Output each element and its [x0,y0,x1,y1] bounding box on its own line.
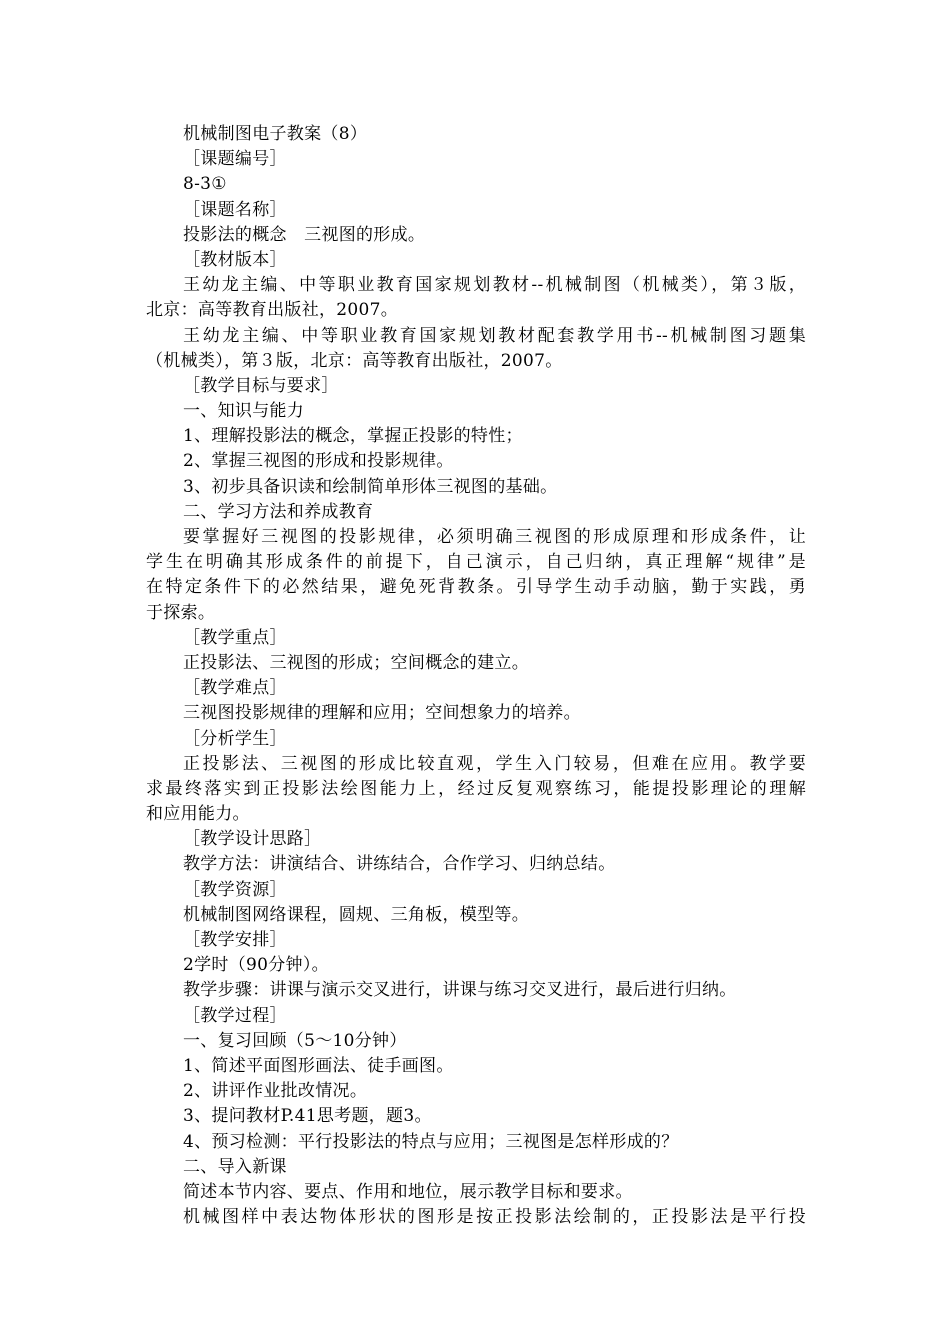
text-line: ［教学过程］ [183,1005,287,1026]
text-line: 求最终落实到正投影法绘图能力上，经过反复观察练习，能提投影理论的理解 [146,778,806,799]
text-line: 二、学习方法和养成教育 [183,501,374,522]
text-line: ［教学资源］ [183,879,287,900]
text-line: 正投影法、三视图的形成比较直观，学生入门较易，但难在应用。教学要 [183,753,806,774]
text-line: 2学时（90分钟）。 [183,955,329,976]
text-line: 教学步骤：讲课与演示交叉进行，讲课与练习交叉进行，最后进行归纳。 [183,980,737,1001]
text-line: 于探索。 [146,602,216,623]
text-line: 3、初步具备识读和绘制简单形体三视图的基础。 [183,476,558,497]
text-line: 王幼龙主编、中等职业教育国家规划教材配套教学用书--机械制图习题集 [183,325,806,346]
text-line: 三视图投影规律的理解和应用；空间想象力的培养。 [183,703,581,724]
text-line: ［分析学生］ [183,728,287,749]
text-line: 机械制图网络课程，圆规、三角板，模型等。 [183,904,529,925]
text-line: 1、理解投影法的概念，掌握正投影的特性； [183,426,523,447]
text-line: ［教学重点］ [183,627,287,648]
text-line: 8-3① [183,174,227,195]
text-line: 机械图样中表达物体形状的图形是按正投影法绘制的，正投影法是平行投 [183,1207,806,1228]
text-line: 正投影法、三视图的形成；空间概念的建立。 [183,652,529,673]
text-line: 一、复习回顾（5～10分钟） [183,1030,407,1051]
text-line: ［教学难点］ [183,678,287,699]
text-line: 王幼龙主编、中等职业教育国家规划教材--机械制图（机械类），第３版， [183,275,806,296]
text-line: 要掌握好三视图的投影规律，必须明确三视图的形成原理和形成条件，让 [183,527,806,547]
text-line: ［教学设计思路］ [183,829,322,850]
text-line: 投影法的概念 三视图的形成。 [183,224,426,245]
text-line: ［教材版本］ [183,249,287,270]
text-line: ［教学目标与要求］ [183,375,339,396]
text-line: 简述本节内容、要点、作用和地位，展示教学目标和要求。 [183,1181,633,1202]
text-line: ［课题名称］ [183,199,287,220]
text-line: 2、掌握三视图的形成和投影规律。 [183,451,454,472]
text-line: 在特定条件下的必然结果，避免死背教条。引导学生动手动脑，勤于实践，勇 [146,577,806,598]
text-line: 4、预习检测：平行投影法的特点与应用；三视图是怎样形成的？ [183,1131,679,1152]
text-line: 一、知识与能力 [183,401,305,422]
text-line: 机械制图电子教案（8） [183,124,368,144]
text-line: 和应用能力。 [146,804,250,825]
text-line: （机械类），第３版，北京：高等教育出版社，2007。 [146,350,563,371]
text-line: 教学方法：讲演结合、讲练结合，合作学习、归纳总结。 [183,854,616,875]
text-line: 学生在明确其形成条件的前提下，自己演示，自己归纳，真正理解“规律”是 [146,552,806,573]
text-line: 3、提问教材P.41思考题，题3。 [183,1106,432,1127]
text-line: ［教学安排］ [183,930,287,950]
text-line: 北京：高等教育出版社，2007。 [146,300,399,321]
document-body [146,122,806,1230]
text-line: ［课题编号］ [183,149,287,170]
text-line: 2、讲评作业批改情况。 [183,1081,368,1102]
text-line: 1、简述平面图形画法、徒手画图。 [183,1055,454,1076]
text-line: 二、导入新课 [183,1156,287,1177]
